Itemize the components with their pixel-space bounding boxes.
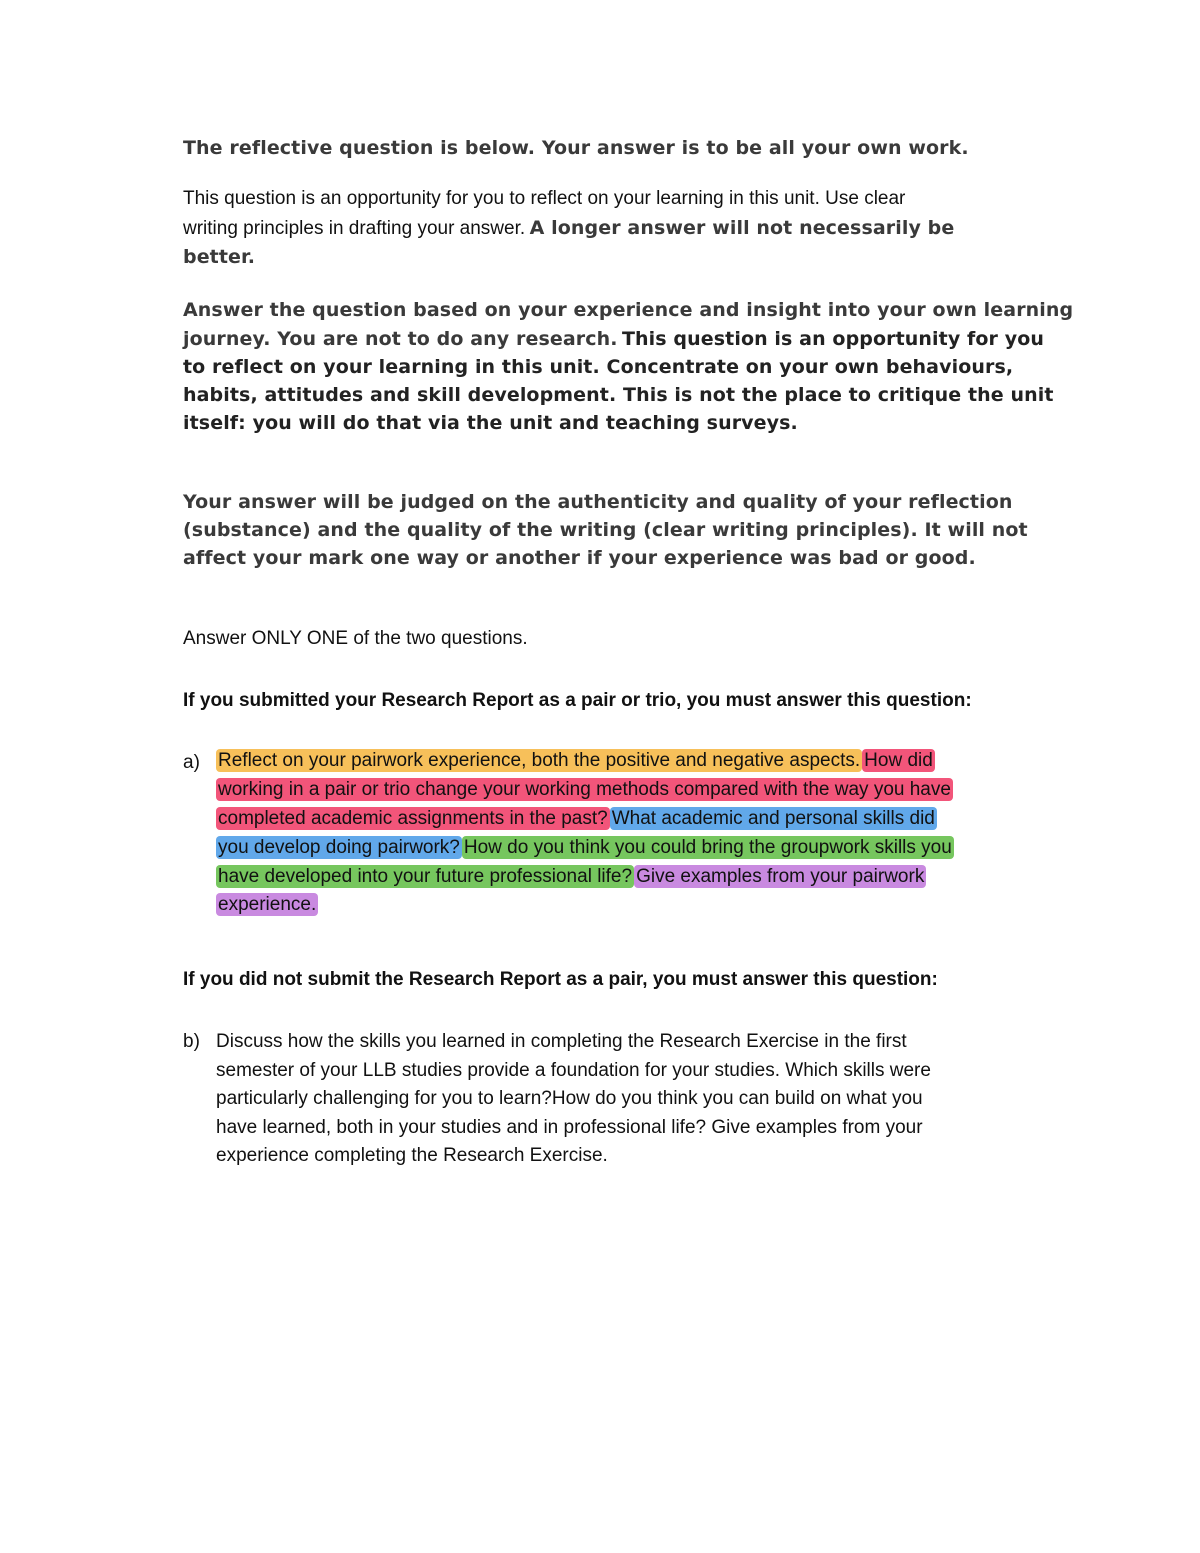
question-b-line: semester of your LLB studies provide a foundation for your studies. Which skills were [216, 1060, 931, 1081]
paragraph-line: This question is an opportunity for you to reflect on your learning in this unit. Use clear [183, 188, 906, 209]
section-a-list-marker: a) [183, 752, 200, 773]
intro-line: The reflective question is below. Your answer is to be all your own work. [183, 137, 969, 159]
paragraph-text-emphasis: This question is an opportunity for you [622, 328, 1045, 350]
highlight-purple: experience. [218, 894, 317, 915]
highlight-pink: working in a pair or trio change your working methods compared with the way you have [218, 779, 951, 800]
question-a-line-6 [216, 894, 318, 916]
section-b-heading-text: If you did not submit the Research Report as a pair, you must answer this question: [183, 969, 938, 990]
highlight-green: have developed into your future professional life? [218, 866, 633, 887]
paragraph-line: Answer the question based on your experience and insight into your own learning [183, 299, 1074, 321]
highlight-pink: How did [864, 750, 933, 771]
instruction-text: Answer ONLY ONE of the two questions. [183, 628, 528, 649]
highlight-blue: What academic and personal skills did [611, 808, 935, 829]
question-b-line: have learned, both in your studies and in professional life? Give examples from your [216, 1117, 923, 1138]
question-a-line-3 [216, 808, 937, 830]
paragraph-line: habits, attitudes and skill development. This is not the place to critique the unit [183, 384, 1054, 406]
paragraph-line-mixed [183, 328, 1044, 350]
paragraph-line: to reflect on your learning in this unit. Concentrate on your own behaviours, [183, 356, 1014, 378]
paragraph-line: affect your mark one way or another if your experience was bad or good. [183, 547, 976, 569]
question-b-line: particularly challenging for you to learn?How do you think you can build on what you [216, 1088, 923, 1109]
question-b-line: experience completing the Research Exercise. [216, 1145, 608, 1166]
paragraph-line: better. [183, 246, 256, 268]
paragraph-text-emphasis: A longer answer will not necessarily be [529, 217, 955, 239]
highlight-orange: Reflect on your pairwork experience, both the positive and negative aspects. [218, 750, 861, 771]
question-a-line-4 [216, 837, 954, 859]
highlight-pink: completed academic assignments in the past? [218, 808, 608, 829]
question-a-line-2 [216, 779, 953, 801]
paragraph-line: itself: you will do that via the unit and teaching surveys. [183, 412, 798, 434]
paragraph-text: journey. You are not to do any research. [183, 328, 618, 350]
section-a-heading-text: If you submitted your Research Report as a pair or trio, you must answer this question: [183, 690, 972, 711]
question-b-line: Discuss how the skills you learned in completing the Research Exercise in the first [216, 1031, 907, 1052]
section-b-list-marker: b) [183, 1031, 200, 1052]
paragraph-line: Your answer will be judged on the authenticity and quality of your reflection [183, 491, 1013, 513]
question-a-line-5 [216, 866, 926, 888]
paragraph-line: (substance) and the quality of the writing (clear writing principles). It will not [183, 519, 1028, 541]
question-a-line-1 [216, 750, 935, 772]
highlight-purple: Give examples from your pairwork [636, 866, 925, 887]
highlight-blue: you develop doing pairwork? [218, 837, 460, 858]
paragraph-line-mixed [183, 217, 954, 240]
highlight-green: How do you think you could bring the groupwork skills you [463, 837, 952, 858]
paragraph-text: writing principles in drafting your answer. [183, 218, 526, 239]
